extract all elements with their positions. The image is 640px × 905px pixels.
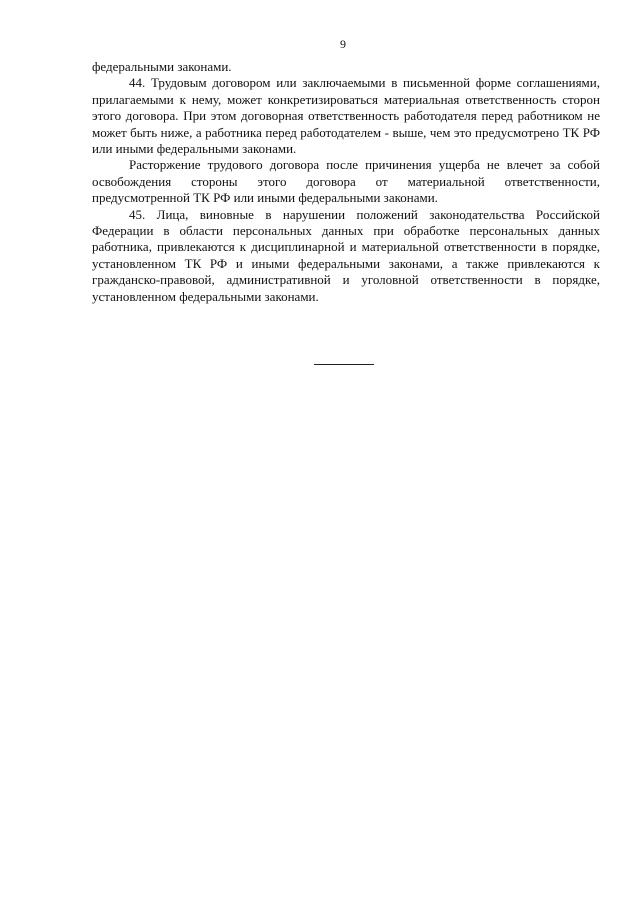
end-of-document-rule <box>314 364 374 365</box>
document-body <box>92 59 600 305</box>
paragraph-continuation: федеральными законами. <box>92 59 232 74</box>
paragraph-item-45: 45. Лица, виновные в нарушении положений законодательства Российской Федерации в области персональных данных при обработке персональных данных работника, привлекаются к дисциплинарной и материальной ответственности в порядке, установленном ТК РФ и иными федеральными законами, а также привлекаются к гражданско-правовой, административной и уголовной ответственности в порядке, установленном федеральными законами. <box>92 206 600 304</box>
page-number: 9 <box>340 37 346 51</box>
paragraph-termination: Расторжение трудового договора после причинения ущерба не влечет за собой освобождения стороны этого договора от материальной ответственности, предусмотренной ТК РФ или иными федеральными законами. <box>92 157 600 206</box>
paragraph-item-44: 44. Трудовым договором или заключаемыми в письменной форме соглашениями, прилагаемыми к нему, может конкретизироваться материальная ответственность сторон этого договора. При этом договорная ответственность работодателя перед работником не может быть ниже, а работника перед работодателем - выше, чем это предусмотрено ТК РФ или иными федеральными законами. <box>92 75 600 157</box>
